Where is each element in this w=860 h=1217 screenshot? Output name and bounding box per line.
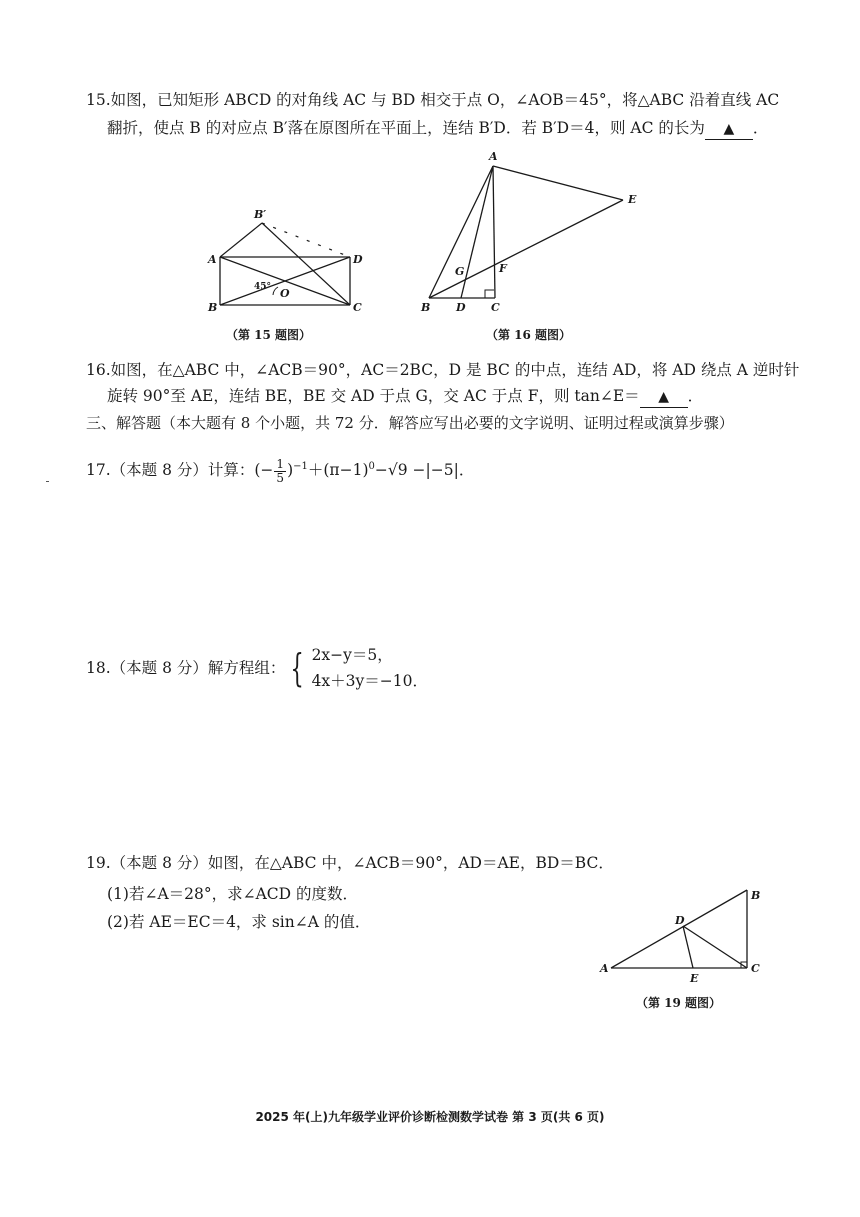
q16-text-line1: 如图，在△ABC 中，∠ACB＝90°，AC＝2BC，D 是 BC 的中点，连结 AD，将 AD 绕点 A 逆时针 [110,361,800,379]
fig16-label-B: B [421,301,431,314]
fig19-label-A: A [600,962,609,975]
q17-number: 17. [86,461,111,480]
q16-answer-blank [640,386,688,408]
q16-end-punct: ． [687,387,704,405]
fig16-caption: （第 16 题图） [486,328,572,342]
fig19-label-B: B [751,889,761,902]
q17-exponent: −1 [293,461,308,472]
fig15-label-D: D [353,253,363,266]
q15-number: 15. [86,91,111,109]
q15-end-punct: ． [752,119,769,137]
fig19-caption: （第 19 题图） [636,996,722,1010]
q18-eq2: 4x＋3y＝−10． [311,672,428,690]
fig16-label-E: E [628,193,637,206]
triangle-marker-icon: ▲ [658,389,670,405]
q18-prefix: （本题 8 分）解方程组： [110,659,286,677]
q17-term2: ＋(π−1) [307,461,369,480]
q15-answer-blank [705,118,753,140]
q19-part2: (2)若 AE＝EC＝4，求 sin∠A 的值． [107,913,371,931]
triangle-marker-icon: ▲ [723,121,735,137]
q19-number: 19. [86,854,111,872]
figure-19 [595,882,770,987]
q15-text-line2: 翻折，使点 B 的对应点 B′落在原图所在平面上，连结 B′D．若 B′D＝4，则 AC 的长为 [107,119,705,137]
fig15-label-angle: 45° [254,282,272,292]
fig15-label-Bprime: B′ [254,208,267,221]
q17-close-paren: ) [287,461,294,480]
fig16-label-D: D [456,301,466,314]
q17-prefix: （本题 8 分）计算： [110,461,255,480]
page-footer: 2025 年(上)九年级学业评价诊断检测数学试卷 第 3 页(共 6 页) [255,1110,605,1124]
q15-line2 [107,118,768,140]
fig16-label-G: G [455,265,465,278]
q19-text-line1: （本题 8 分）如图，在△ABC 中，∠ACB＝90°，AD＝AE，BD＝BC． [110,854,614,872]
fig15-label-C: C [353,301,362,314]
q17-line [86,452,474,485]
q18-line [86,642,428,694]
fig15-label-A: A [208,253,217,266]
q18-number: 18. [86,659,111,677]
fig19-label-C: C [751,962,760,975]
fig19-label-E: E [690,972,699,985]
figure-16 [415,148,645,318]
fig19-label-D: D [675,914,685,927]
q17-exponent-zero: 0 [368,461,375,472]
q17-frac-numerator: 1 [276,456,285,471]
fig15-label-B: B [208,301,218,314]
q16-text-line2: 旋转 90°至 AE，连结 BE，BE 交 AD 于点 G，交 AC 于点 F，则 tan∠E＝ [107,387,640,405]
q17-frac-denominator: 5 [276,470,285,485]
q16-number: 16. [86,361,111,379]
fig16-label-A: A [489,150,498,163]
q18-eq1: 2x−y＝5， [311,646,393,664]
brace-icon: { [290,646,305,690]
fig16-label-C: C [491,301,500,314]
fig15-caption: （第 15 题图） [226,328,312,342]
q18-equation-system [312,642,428,694]
q19-part1: (1)若∠A＝28°，求∠ACD 的度数． [107,885,359,903]
scan-speck [46,481,49,482]
fig16-label-F: F [499,262,507,275]
q17-fraction [274,458,286,485]
q19-line1 [86,853,614,873]
q15-line1 [86,90,779,110]
section-3-heading: 三、解答题（本大题有 8 个小题，共 72 分．解答应写出必要的文字说明、证明过程或演算步骤） [86,414,734,432]
figure-15 [200,205,370,320]
q16-line2 [107,386,703,408]
q16-line1 [86,360,799,380]
fig15-label-O: O [280,287,290,300]
q17-term3: −√9 −|−5|． [374,461,475,480]
q17-open-paren: (− [254,461,274,480]
q15-text-line1: 如图，已知矩形 ABCD 的对角线 AC 与 BD 相交于点 O，∠AOB＝45°，将△ABC 沿着直线 AC [110,91,780,109]
